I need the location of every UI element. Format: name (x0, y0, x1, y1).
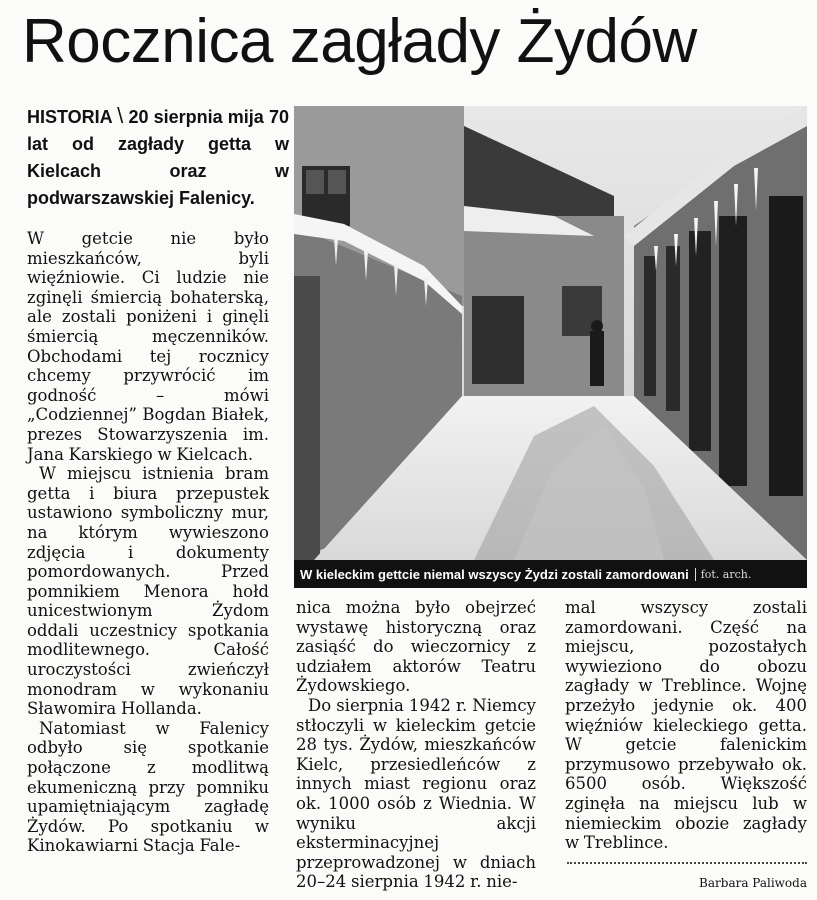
article-column-1 (27, 229, 269, 856)
article-photo (294, 106, 807, 588)
lead-text: 20 sierpnia mija 70 lat od zagłady getta w Kielcach oraz w podwarszawskiej Falenicy. (27, 107, 289, 208)
section-separator: \ (117, 103, 124, 128)
photo-credit: fot. arch. (695, 568, 752, 581)
column2-paragraph-2: Do sierpnia 1942 r. Niemcy stłoczyli w kieleckim getcie 28 tys. Żydów, mieszkańców Kielc, przesiedleńców z innych miast regionu oraz ok. 1000 osób z Wiednia. W wyniku akcji eksterminacyjnej przeprowadzonej w dniach 20–24 sierpnia 1942 r. nie- (296, 695, 536, 892)
photo-caption (294, 560, 807, 588)
section-label: HISTORIA (27, 107, 113, 127)
column1-paragraph-3: Natomiast w Falenicy odbyło się spotkanie połączone z modlitwą ekumeniczną przy pomniku upamiętniającym zagładę Żydów. Po spotkaniu w Kinokawiarni Stacja Fale- (27, 718, 269, 856)
column2-paragraph-1: nica można było obejrzeć wystawę historyczną oraz zasiąść do wieczornicy z udziałem aktorów Teatru Żydowskiego. (296, 598, 536, 696)
article-column-2 (296, 598, 536, 892)
column1-paragraph-1: W getcie nie było mieszkańców, byli więźniowie. Ci ludzie nie zginęli śmiercią bohaterską, ale zostali poniżeni i ginęli śmiercią męczenników. Obchodami tej rocznicy chcemy przywrócić im godność – mówi „Codziennej” Bogdan Białek, prezes Stowarzyszenia im. Jana Karskiego w Kielcach. (27, 229, 269, 464)
column1-paragraph-2: W miejscu istnienia bram getta i biura przepustek ustawiono symboliczny mur, na którym wywieszono zdjęcia i dokumenty pomordowanych. Przed pomnikiem Menora hołd unicestwionym Żydom oddali uczestnicy spotkania modlitewnego. Całość uroczystości zwieńczył monodram w wykonaniu Sławomira Hollanda. (27, 464, 269, 719)
headline: Rocznica zagłady Żydów (22, 7, 697, 76)
column3-paragraph-1: mal wszyscy zostali zamordowani. Część na miejscu, pozostałych wywieziono do obozu zagłady w Treblince. Wojnę przeżyło jedynie ok. 400 więźniów kieleckiego getta. W getcie falenickim przymusowo przebywało ok. 6500 osób. Większość zginęła na miejscu lub w niemieckim obozie zagłady w Treblince. (565, 598, 807, 853)
author-name: Barbara Paliwoda (699, 876, 807, 890)
author-divider (567, 862, 807, 864)
ghetto-street-photo (294, 106, 807, 560)
article-column-3 (565, 598, 807, 853)
caption-text: W kieleckim gettcie niemal wszyscy Żydzi zostali zamordowani (300, 566, 689, 582)
lead-paragraph (27, 102, 289, 212)
